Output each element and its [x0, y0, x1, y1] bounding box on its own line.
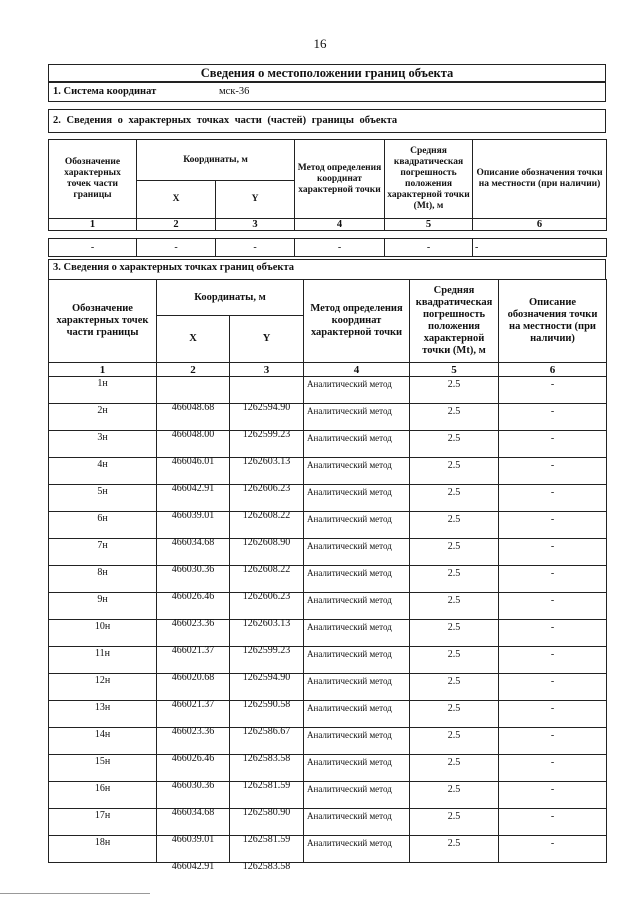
cell-point-id — [49, 485, 157, 512]
point-id-text: 17н — [94, 810, 111, 821]
method-text: Аналитический метод — [307, 541, 392, 551]
cell-point-id — [49, 674, 157, 701]
cell-point-id — [49, 728, 157, 755]
cell-description — [499, 404, 607, 431]
point-id-text: 8н — [97, 567, 108, 578]
y-coord-text: 1262608.90 — [242, 537, 291, 548]
x-coord-text: 466048.00 — [171, 429, 215, 440]
description-text: - — [550, 487, 555, 498]
y-coord-text: 1262594.90 — [242, 672, 291, 683]
y-coord-text: 1262608.22 — [242, 564, 291, 575]
mean-error-text: 2.5 — [447, 730, 461, 741]
mean-error-text: 2.5 — [447, 784, 461, 795]
cell-point-id — [49, 377, 157, 404]
description-text: - — [550, 622, 555, 633]
s3-header-designation: Обозначение характерных точек части границы — [49, 280, 157, 363]
table-row — [49, 239, 607, 257]
cell-method — [304, 728, 410, 755]
y-coord-text: 1262580.90 — [242, 807, 291, 818]
s3-colnum: 6 — [499, 363, 607, 377]
cell-mean-error — [410, 458, 499, 485]
s3-header-coords: Координаты, м — [157, 280, 304, 316]
s3-colnum: 5 — [410, 363, 499, 377]
cell-description — [499, 593, 607, 620]
x-coord-text: 466039.01 — [171, 834, 215, 845]
method-text: Аналитический метод — [307, 784, 392, 794]
method-text: Аналитический метод — [307, 649, 392, 659]
table-row — [49, 782, 607, 809]
x-coord-text: 466039.01 — [171, 510, 215, 521]
cell-point-id — [49, 458, 157, 485]
cell-y-coord — [230, 377, 304, 413]
x-coord-text: 466021.37 — [171, 699, 215, 710]
cell-method — [304, 458, 410, 485]
s2-header-error: Средняя квадратическая погрешность положения характерной точки (Mt), м — [385, 140, 473, 219]
x-coord-text: 466023.36 — [171, 726, 215, 737]
cell-method — [304, 431, 410, 458]
coordinate-system-row — [48, 82, 606, 102]
s2-header-designation: Обозначение характерных точек части границы — [49, 140, 137, 219]
cell-mean-error — [410, 566, 499, 593]
mean-error-text: 2.5 — [447, 514, 461, 525]
description-text: - — [550, 460, 555, 471]
y-coord-text: 1262581.59 — [242, 834, 291, 845]
table-row — [49, 431, 607, 458]
s3-header-y: Y — [230, 316, 304, 363]
footnote-divider — [0, 893, 150, 894]
cell-method — [304, 485, 410, 512]
method-text: Аналитический метод — [307, 622, 392, 632]
cell-x-coord — [157, 377, 230, 413]
cell-mean-error — [410, 512, 499, 539]
table-row — [49, 512, 607, 539]
table-row — [49, 674, 607, 701]
cell-mean-error — [410, 809, 499, 836]
coordinate-system-value: мск-36 — [219, 86, 250, 97]
cell-mean-error — [410, 836, 499, 863]
method-text: Аналитический метод — [307, 757, 392, 767]
cell-method — [304, 674, 410, 701]
mean-error-text: 2.5 — [447, 460, 461, 471]
s2-header-desc: Описание обозначения точки на местности (при наличии) — [473, 140, 607, 219]
cell-description — [499, 674, 607, 701]
point-id-text: 4н — [97, 459, 108, 470]
cell-point-id — [49, 809, 157, 836]
x-coord-text: 466023.36 — [171, 618, 215, 629]
point-id-text: 2н — [97, 405, 108, 416]
cell-description — [499, 539, 607, 566]
point-id-text: 9н — [97, 594, 108, 605]
cell-point-id — [49, 755, 157, 782]
table-row — [49, 647, 607, 674]
x-coord-text: 466030.36 — [171, 780, 215, 791]
y-coord-text: 1262603.13 — [242, 456, 291, 467]
mean-error-text: 2.5 — [447, 703, 461, 714]
s2-header-coords: Координаты, м — [137, 140, 295, 181]
cell-method — [304, 404, 410, 431]
point-id-text: 18н — [94, 837, 111, 848]
cell-method — [304, 836, 410, 863]
cell-mean-error — [410, 701, 499, 728]
description-text: - — [550, 595, 555, 606]
cell-mean-error — [410, 485, 499, 512]
mean-error-text: 2.5 — [447, 676, 461, 687]
table-row — [49, 701, 607, 728]
mean-error-text: 2.5 — [447, 757, 461, 768]
section3-title: 3. Сведения о характерных точках границ объекта — [48, 259, 606, 279]
table-row — [49, 755, 607, 782]
cell-description — [499, 836, 607, 863]
method-text: Аналитический метод — [307, 730, 392, 740]
y-coord-text: 1262608.22 — [242, 510, 291, 521]
cell-description — [499, 809, 607, 836]
cell-method — [304, 782, 410, 809]
description-text: - — [550, 757, 555, 768]
cell-method — [304, 809, 410, 836]
x-coord-text: 466046.01 — [171, 456, 215, 467]
description-text: - — [550, 541, 555, 552]
x-coord-text: 466034.68 — [171, 537, 215, 548]
description-text: - — [550, 568, 555, 579]
cell-mean-error — [410, 377, 499, 404]
cell-method — [304, 512, 410, 539]
cell-point-id — [49, 539, 157, 566]
y-coord-text: 1262606.23 — [242, 483, 291, 494]
cell-method — [304, 620, 410, 647]
mean-error-text: 2.5 — [447, 406, 461, 417]
description-text: - — [550, 649, 555, 660]
y-coord-text: 1262603.13 — [242, 618, 291, 629]
cell-point-id — [49, 512, 157, 539]
table-row — [49, 728, 607, 755]
s3-header-desc: Описание обозначения точки на местности (при наличии) — [499, 280, 607, 363]
cell-description — [499, 755, 607, 782]
x-coord-text: 466042.91 — [171, 861, 215, 872]
cell-point-id — [49, 566, 157, 593]
s2-header-method: Метод определения координат характерной точки — [295, 140, 385, 219]
document-title: Сведения о местоположении границ объекта — [48, 64, 606, 82]
cell-mean-error — [410, 593, 499, 620]
y-coord-text: 1262583.58 — [242, 753, 291, 764]
cell-method — [304, 755, 410, 782]
mean-error-text: 2.5 — [447, 568, 461, 579]
cell-mean-error — [410, 539, 499, 566]
cell-point-id — [49, 782, 157, 809]
s2-cell: - — [473, 239, 607, 257]
cell-mean-error — [410, 647, 499, 674]
cell-description — [499, 377, 607, 404]
s2-colnum: 4 — [295, 219, 385, 231]
cell-point-id — [49, 647, 157, 674]
method-text: Аналитический метод — [307, 568, 392, 578]
description-text: - — [550, 406, 555, 417]
cell-mean-error — [410, 404, 499, 431]
cell-point-id — [49, 701, 157, 728]
s3-colnum: 3 — [230, 363, 304, 377]
point-id-text: 1н — [97, 378, 108, 389]
s2-cell: - — [49, 239, 137, 257]
description-text: - — [550, 730, 555, 741]
mean-error-text: 2.5 — [447, 811, 461, 822]
page-number: 16 — [313, 36, 327, 51]
cell-method — [304, 377, 410, 404]
description-text: - — [550, 811, 555, 822]
point-id-text: 5н — [97, 486, 108, 497]
s2-colnum: 1 — [49, 219, 137, 231]
x-coord-text: 466021.37 — [171, 645, 215, 656]
table-row — [49, 404, 607, 431]
s2-colnum: 3 — [216, 219, 295, 231]
table-row — [49, 458, 607, 485]
y-coord-text: 1262594.90 — [242, 402, 291, 413]
y-coord-text: 1262583.58 — [242, 861, 291, 872]
table-row — [49, 809, 607, 836]
point-id-text: 6н — [97, 513, 108, 524]
y-coord-text: 1262606.23 — [242, 591, 291, 602]
point-id-text: 16н — [94, 783, 111, 794]
point-id-text: 15н — [94, 756, 111, 767]
description-text: - — [550, 784, 555, 795]
cell-description — [499, 485, 607, 512]
y-coord-text: 1262599.23 — [242, 429, 291, 440]
method-text: Аналитический метод — [307, 811, 392, 821]
mean-error-text: 2.5 — [447, 649, 461, 660]
x-coord-text: 466034.68 — [171, 807, 215, 818]
cell-point-id — [49, 404, 157, 431]
s2-colnum: 5 — [385, 219, 473, 231]
description-text: - — [550, 433, 555, 444]
section2-data-table — [48, 238, 607, 257]
s2-colnum: 2 — [137, 219, 216, 231]
cell-point-id — [49, 431, 157, 458]
cell-description — [499, 431, 607, 458]
x-coord-text: 466042.91 — [171, 483, 215, 494]
method-text: Аналитический метод — [307, 433, 392, 443]
method-text: Аналитический метод — [307, 703, 392, 713]
description-text: - — [550, 703, 555, 714]
point-id-text: 10н — [94, 621, 111, 632]
method-text: Аналитический метод — [307, 514, 392, 524]
x-coord-text: 466030.36 — [171, 564, 215, 575]
mean-error-text: 2.5 — [447, 379, 461, 390]
s2-cell: - — [137, 239, 216, 257]
method-text: Аналитический метод — [307, 460, 392, 470]
s3-colnum: 1 — [49, 363, 157, 377]
cell-method — [304, 701, 410, 728]
cell-method — [304, 566, 410, 593]
section3-points-table — [48, 279, 607, 872]
method-text: Аналитический метод — [307, 676, 392, 686]
point-id-text: 14н — [94, 729, 111, 740]
point-id-text: 11н — [95, 648, 110, 659]
cell-mean-error — [410, 620, 499, 647]
cell-mean-error — [410, 782, 499, 809]
cell-method — [304, 647, 410, 674]
table-row — [49, 593, 607, 620]
method-text: Аналитический метод — [307, 595, 392, 605]
cell-point-id — [49, 593, 157, 620]
cell-method — [304, 593, 410, 620]
cell-point-id — [49, 620, 157, 647]
table-row — [49, 566, 607, 593]
cell-mean-error — [410, 755, 499, 782]
point-id-text: 7н — [97, 540, 108, 551]
mean-error-text: 2.5 — [447, 487, 461, 498]
cell-description — [499, 647, 607, 674]
mean-error-text: 2.5 — [447, 433, 461, 444]
mean-error-text: 2.5 — [447, 622, 461, 633]
mean-error-text: 2.5 — [447, 838, 461, 849]
cell-description — [499, 620, 607, 647]
table-row — [49, 620, 607, 647]
method-text: Аналитический метод — [307, 487, 392, 497]
point-id-text: 13н — [94, 702, 111, 713]
x-coord-text: 466026.46 — [171, 753, 215, 764]
s3-colnum: 4 — [304, 363, 410, 377]
mean-error-text: 2.5 — [447, 595, 461, 606]
description-text: - — [550, 514, 555, 525]
s2-cell: - — [385, 239, 473, 257]
s2-colnum: 6 — [473, 219, 607, 231]
s3-header-x: X — [157, 316, 230, 363]
table-row — [49, 836, 607, 863]
coordinate-system-label: 1. Система координат — [53, 86, 157, 97]
table-row — [49, 377, 607, 404]
y-coord-text: 1262599.23 — [242, 645, 291, 656]
x-coord-text: 466048.68 — [171, 402, 215, 413]
cell-mean-error — [410, 431, 499, 458]
y-coord-text: 1262586.67 — [242, 726, 291, 737]
mean-error-text: 2.5 — [447, 541, 461, 552]
section2-title: 2. Сведения о характерных точках части (частей) границы объекта — [48, 109, 606, 133]
s2-header-y: Y — [216, 181, 295, 219]
method-text: Аналитический метод — [307, 406, 392, 416]
s3-colnum: 2 — [157, 363, 230, 377]
method-text: Аналитический метод — [307, 838, 392, 848]
description-text: - — [550, 838, 555, 849]
point-id-text: 3н — [97, 432, 108, 443]
cell-point-id — [49, 836, 157, 863]
table-row — [49, 539, 607, 566]
y-coord-text: 1262581.59 — [242, 780, 291, 791]
cell-description — [499, 458, 607, 485]
cell-description — [499, 782, 607, 809]
s2-header-x: X — [137, 181, 216, 219]
cell-description — [499, 701, 607, 728]
table-row — [49, 485, 607, 512]
cell-mean-error — [410, 728, 499, 755]
description-text: - — [550, 676, 555, 687]
section2-header-table — [48, 139, 607, 231]
point-id-text: 12н — [94, 675, 111, 686]
s3-header-error: Средняя квадратическая погрешность положения характерной точки (Mt), м — [410, 280, 499, 363]
cell-description — [499, 728, 607, 755]
description-text: - — [550, 379, 555, 390]
cell-mean-error — [410, 674, 499, 701]
s2-cell: - — [295, 239, 385, 257]
s2-cell: - — [216, 239, 295, 257]
cell-description — [499, 512, 607, 539]
cell-method — [304, 539, 410, 566]
x-coord-text: 466020.68 — [171, 672, 215, 683]
cell-description — [499, 566, 607, 593]
method-text: Аналитический метод — [307, 379, 392, 389]
y-coord-text: 1262590.58 — [242, 699, 291, 710]
x-coord-text: 466026.46 — [171, 591, 215, 602]
s3-header-method: Метод определения координат характерной точки — [304, 280, 410, 363]
